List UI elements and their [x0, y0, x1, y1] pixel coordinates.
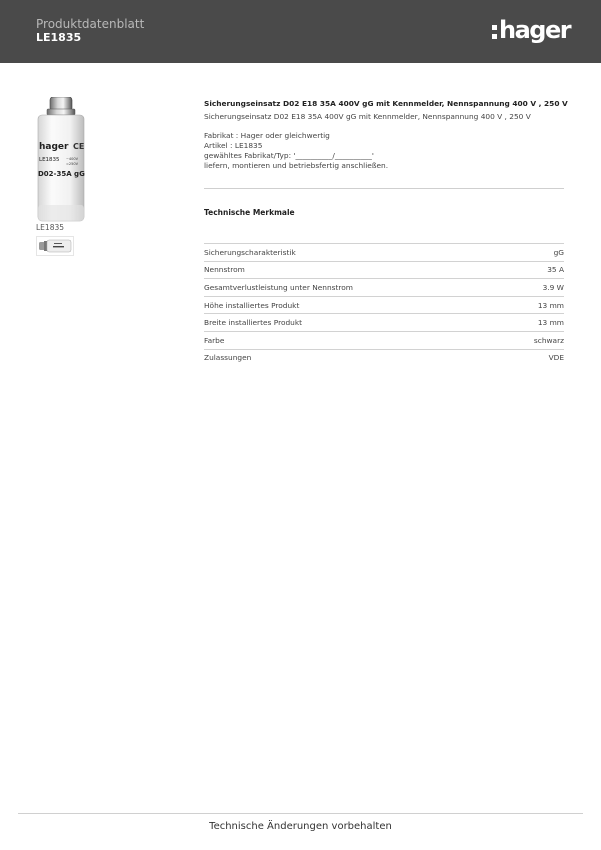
feature-value: 3.9 W — [542, 282, 564, 292]
spec-line: gewähltes Fabrikat/Typ: '__________/__________' — [204, 151, 374, 160]
document-id: LE1835 — [36, 31, 82, 44]
feature-label: Zulassungen — [204, 353, 252, 363]
feature-label: Breite installiertes Produkt — [204, 318, 303, 328]
feature-label: Höhe installiertes Produkt — [204, 300, 300, 310]
product-title: Sicherungseinsatz D02 E18 35A 400V gG mit Kennmelder, Nennspannung 400 V , 250 V — [204, 99, 568, 108]
specification-text — [204, 131, 388, 171]
fuse-type: D02-35A gG — [38, 170, 85, 178]
spec-line: Artikel : LE1835 — [204, 141, 263, 150]
feature-value: 13 mm — [537, 300, 564, 310]
table-row — [204, 278, 564, 296]
fuse-brand: hager — [39, 142, 69, 152]
table-row — [204, 261, 564, 279]
hager-logo — [492, 16, 570, 44]
fuse-model: LE1835 — [39, 157, 60, 163]
feature-label: Farbe — [204, 335, 225, 345]
product-subtitle: Sicherungseinsatz D02 E18 35A 400V gG mit Kennmelder, Nennspannung 400 V , 250 V — [204, 112, 531, 121]
footer-note: Technische Änderungen vorbehalten — [209, 821, 392, 832]
document-type: Produktdatenblatt — [36, 17, 145, 31]
feature-value: schwarz — [533, 335, 564, 345]
product-thumbnail[interactable] — [36, 236, 74, 256]
table-row — [204, 243, 564, 261]
feature-value: 13 mm — [537, 318, 564, 328]
image-caption: LE1835 — [36, 223, 65, 232]
table-row — [204, 296, 564, 314]
footer-divider — [18, 813, 583, 814]
logo-wordmark: hager — [499, 16, 571, 44]
feature-label: Sicherungscharakteristik — [204, 247, 296, 257]
ce-mark-icon: CE — [73, 142, 85, 151]
features-table — [204, 243, 564, 366]
feature-value: VDE — [548, 353, 564, 363]
feature-value: 35 A — [547, 265, 564, 275]
section-divider — [204, 188, 564, 189]
page-header — [0, 0, 601, 63]
spec-line: Fabrikat : Hager oder gleichwertig — [204, 131, 330, 140]
feature-label: Nennstrom — [204, 265, 245, 275]
section-title: Technische Merkmale — [204, 208, 295, 217]
table-row — [204, 313, 564, 331]
table-row — [204, 331, 564, 349]
feature-value: gG — [553, 247, 564, 257]
spec-line: liefern, montieren und betriebsfertig anschließen. — [204, 161, 389, 170]
logo-dots — [492, 25, 497, 39]
product-image — [36, 97, 88, 223]
fuse-rating-2: =250V — [66, 162, 79, 166]
table-row — [204, 349, 564, 367]
fuse-rating-1: ~400V — [66, 157, 79, 161]
feature-label: Gesamtverlustleistung unter Nennstrom — [204, 282, 353, 292]
